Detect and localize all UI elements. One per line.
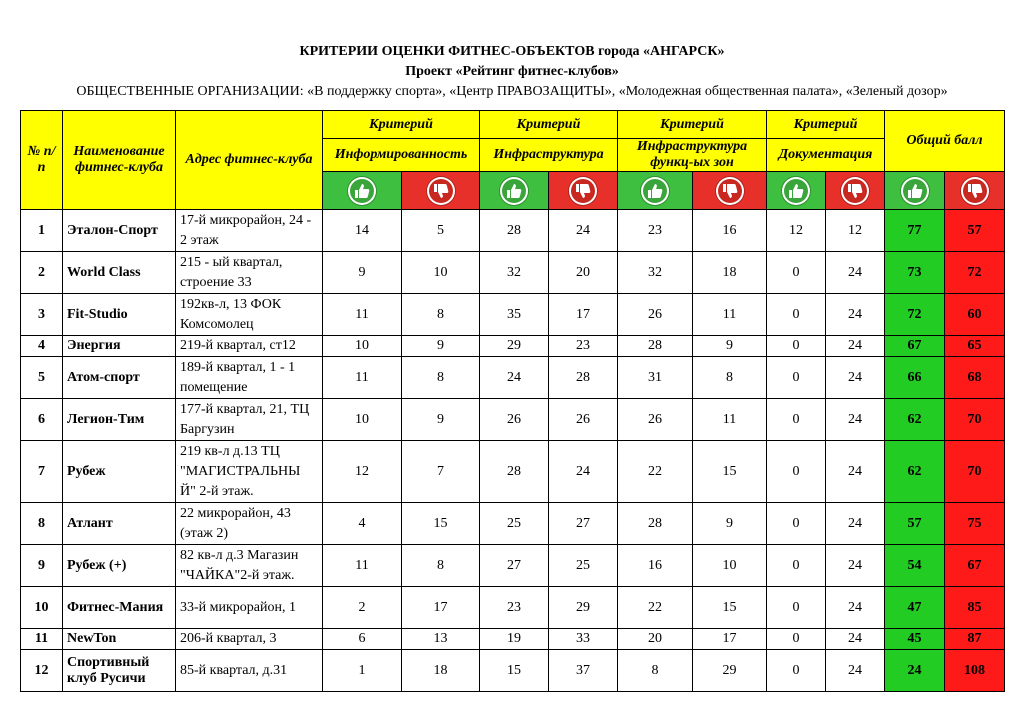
club-name: Фитнес-Мания: [63, 587, 176, 629]
table-row: [21, 294, 1005, 336]
score-negative: 24: [826, 587, 885, 629]
score-negative: 7: [402, 441, 480, 503]
thumbs-up-icon: [901, 177, 929, 205]
score-positive: 0: [767, 503, 826, 545]
club-name: Рубеж: [63, 441, 176, 503]
score-negative: 24: [826, 650, 885, 692]
total-positive: 62: [885, 441, 945, 503]
score-negative: 18: [402, 650, 480, 692]
header-criterion-name-1: Информированность: [323, 139, 480, 172]
total-positive: 47: [885, 587, 945, 629]
score-negative: 11: [693, 294, 767, 336]
total-positive: 24: [885, 650, 945, 692]
header-address: Адрес фитнес-клуба: [176, 111, 323, 210]
header-num: № п/п: [21, 111, 63, 210]
score-positive: 22: [618, 587, 693, 629]
score-negative: 15: [693, 441, 767, 503]
score-negative: 9: [402, 399, 480, 441]
score-negative: 12: [826, 210, 885, 252]
total-negative: 70: [945, 399, 1005, 441]
score-positive: 6: [323, 629, 402, 650]
score-positive: 8: [618, 650, 693, 692]
score-negative: 18: [693, 252, 767, 294]
score-negative: 10: [693, 545, 767, 587]
score-positive: 0: [767, 587, 826, 629]
club-name: Спортивный клуб Русичи: [63, 650, 176, 692]
score-positive: 26: [618, 399, 693, 441]
club-address: 17-й микрорайон, 24 - 2 этаж: [176, 210, 323, 252]
score-negative: 16: [693, 210, 767, 252]
score-positive: 14: [323, 210, 402, 252]
total-positive: 67: [885, 336, 945, 357]
thumbs-down-icon: [716, 177, 744, 205]
score-positive: 23: [618, 210, 693, 252]
total-positive: 54: [885, 545, 945, 587]
club-name: World Class: [63, 252, 176, 294]
table-row: [21, 210, 1005, 252]
score-positive: 28: [618, 503, 693, 545]
score-positive: 22: [618, 441, 693, 503]
rating-rows: [21, 210, 1005, 692]
score-negative: 11: [693, 399, 767, 441]
total-positive: 72: [885, 294, 945, 336]
score-positive: 32: [618, 252, 693, 294]
score-negative: 5: [402, 210, 480, 252]
thumbs-up-cell: [323, 172, 402, 210]
header-criterion-name-3: Инфраструктура функц-ых зон: [618, 139, 767, 172]
score-negative: 9: [402, 336, 480, 357]
score-negative: 15: [402, 503, 480, 545]
table-row: [21, 357, 1005, 399]
score-positive: 2: [323, 587, 402, 629]
thumbs-up-icon: [782, 177, 810, 205]
total-negative: 75: [945, 503, 1005, 545]
club-name: Энергия: [63, 336, 176, 357]
score-positive: 32: [480, 252, 549, 294]
club-name: NewTon: [63, 629, 176, 650]
thumbs-down-icon: [569, 177, 597, 205]
score-negative: 17: [693, 629, 767, 650]
club-address: 33-й микрорайон, 1: [176, 587, 323, 629]
club-address: 192кв-л, 13 ФОК Комсомолец: [176, 294, 323, 336]
score-negative: 17: [549, 294, 618, 336]
total-negative: 68: [945, 357, 1005, 399]
score-positive: 11: [323, 294, 402, 336]
table-row: [21, 650, 1005, 692]
score-positive: 20: [618, 629, 693, 650]
score-negative: 10: [402, 252, 480, 294]
club-address: 82 кв-л д.3 Магазин "ЧАЙКА"2-й этаж.: [176, 545, 323, 587]
score-negative: 24: [549, 441, 618, 503]
score-negative: 26: [549, 399, 618, 441]
header-name: Наименование фитнес-клуба: [63, 111, 176, 210]
score-negative: 24: [826, 503, 885, 545]
total-negative: 57: [945, 210, 1005, 252]
club-address: 177-й квартал, 21, ТЦ Баргузин: [176, 399, 323, 441]
thumbs-down-cell: [402, 172, 480, 210]
row-number: 2: [21, 252, 63, 294]
score-positive: 0: [767, 336, 826, 357]
score-negative: 25: [549, 545, 618, 587]
table-row: [21, 252, 1005, 294]
score-positive: 28: [618, 336, 693, 357]
project-title: Проект «Рейтинг фитнес-клубов»: [405, 64, 619, 79]
row-number: 5: [21, 357, 63, 399]
score-negative: 37: [549, 650, 618, 692]
score-positive: 0: [767, 545, 826, 587]
score-positive: 24: [480, 357, 549, 399]
table-row: [21, 441, 1005, 503]
club-address: 85-й квартал, д.31: [176, 650, 323, 692]
header-criterion-1: Критерий: [323, 111, 480, 139]
total-negative: 87: [945, 629, 1005, 650]
table-row: [21, 399, 1005, 441]
score-negative: 17: [402, 587, 480, 629]
score-negative: 13: [402, 629, 480, 650]
score-negative: 9: [693, 503, 767, 545]
total-positive: 45: [885, 629, 945, 650]
score-positive: 12: [767, 210, 826, 252]
score-positive: 23: [480, 587, 549, 629]
row-number: 10: [21, 587, 63, 629]
row-number: 4: [21, 336, 63, 357]
score-positive: 0: [767, 294, 826, 336]
row-number: 1: [21, 210, 63, 252]
club-name: Легион-Тим: [63, 399, 176, 441]
score-positive: 0: [767, 629, 826, 650]
score-positive: 31: [618, 357, 693, 399]
club-name: Атом-спорт: [63, 357, 176, 399]
club-name: Fit-Studio: [63, 294, 176, 336]
score-negative: 8: [402, 294, 480, 336]
total-positive: 66: [885, 357, 945, 399]
score-negative: 24: [826, 336, 885, 357]
score-positive: 0: [767, 357, 826, 399]
total-negative: 70: [945, 441, 1005, 503]
score-positive: 15: [480, 650, 549, 692]
score-positive: 26: [480, 399, 549, 441]
score-negative: 9: [693, 336, 767, 357]
table-row: [21, 545, 1005, 587]
thumbs-up-cell: [480, 172, 549, 210]
score-negative: 8: [402, 357, 480, 399]
header-criterion-3: Критерий: [618, 111, 767, 139]
score-positive: 26: [618, 294, 693, 336]
score-negative: 29: [693, 650, 767, 692]
thumbs-down-icon: [427, 177, 455, 205]
row-number: 12: [21, 650, 63, 692]
header-criterion-name-2: Инфраструктура: [480, 139, 618, 172]
thumbs-down-cell: [693, 172, 767, 210]
score-positive: 0: [767, 441, 826, 503]
score-positive: 4: [323, 503, 402, 545]
score-positive: 35: [480, 294, 549, 336]
table-row: [21, 336, 1005, 357]
score-negative: 24: [826, 545, 885, 587]
thumbs-up-cell: [767, 172, 826, 210]
score-positive: 0: [767, 252, 826, 294]
header-total: Общий балл: [885, 111, 1005, 172]
score-positive: 19: [480, 629, 549, 650]
thumbs-down-cell: [826, 172, 885, 210]
score-negative: 27: [549, 503, 618, 545]
score-positive: 11: [323, 545, 402, 587]
club-address: 219-й квартал, ст12: [176, 336, 323, 357]
thumbs-down-icon: [841, 177, 869, 205]
score-negative: 24: [826, 357, 885, 399]
table-row: [21, 629, 1005, 650]
header-criterion-4: Критерий: [767, 111, 885, 139]
row-number: 8: [21, 503, 63, 545]
club-address: 206-й квартал, 3: [176, 629, 323, 650]
score-positive: 29: [480, 336, 549, 357]
club-address: 219 кв-л д.13 ТЦ "МАГИСТРАЛЬНЫ Й" 2-й этаж.: [176, 441, 323, 503]
total-negative: 108: [945, 650, 1005, 692]
score-positive: 28: [480, 441, 549, 503]
score-negative: 24: [826, 399, 885, 441]
table-row: [21, 587, 1005, 629]
score-positive: 0: [767, 650, 826, 692]
total-positive: 62: [885, 399, 945, 441]
row-number: 3: [21, 294, 63, 336]
score-negative: 8: [402, 545, 480, 587]
score-negative: 8: [693, 357, 767, 399]
score-negative: 28: [549, 357, 618, 399]
club-address: 215 - ый квартал, строение 33: [176, 252, 323, 294]
score-negative: 24: [826, 252, 885, 294]
row-number: 9: [21, 545, 63, 587]
total-negative: 85: [945, 587, 1005, 629]
row-number: 6: [21, 399, 63, 441]
thumbs-up-icon: [641, 177, 669, 205]
score-positive: 16: [618, 545, 693, 587]
score-negative: 24: [826, 629, 885, 650]
club-address: 189-й квартал, 1 - 1 помещение: [176, 357, 323, 399]
club-name: Рубеж (+): [63, 545, 176, 587]
thumbs-down-cell: [945, 172, 1005, 210]
score-positive: 9: [323, 252, 402, 294]
total-positive: 73: [885, 252, 945, 294]
rating-table: [20, 110, 1005, 692]
score-negative: 29: [549, 587, 618, 629]
thumbs-down-icon: [961, 177, 989, 205]
thumbs-up-cell: [885, 172, 945, 210]
score-positive: 12: [323, 441, 402, 503]
score-positive: 27: [480, 545, 549, 587]
total-positive: 57: [885, 503, 945, 545]
score-positive: 10: [323, 336, 402, 357]
document-title: КРИТЕРИИ ОЦЕНКИ ФИТНЕС-ОБЪЕКТОВ города «АНГАРСК»: [299, 44, 725, 59]
thumbs-up-cell: [618, 172, 693, 210]
score-negative: 24: [826, 441, 885, 503]
score-positive: 25: [480, 503, 549, 545]
score-negative: 24: [549, 210, 618, 252]
score-positive: 10: [323, 399, 402, 441]
thumbs-up-icon: [500, 177, 528, 205]
score-positive: 1: [323, 650, 402, 692]
score-positive: 0: [767, 399, 826, 441]
score-negative: 20: [549, 252, 618, 294]
row-number: 11: [21, 629, 63, 650]
club-name: Эталон-Спорт: [63, 210, 176, 252]
total-negative: 72: [945, 252, 1005, 294]
score-negative: 24: [826, 294, 885, 336]
thumbs-up-icon: [348, 177, 376, 205]
table-row: [21, 503, 1005, 545]
thumbs-down-cell: [549, 172, 618, 210]
total-negative: 67: [945, 545, 1005, 587]
total-negative: 65: [945, 336, 1005, 357]
header-criterion-name-4: Документация: [767, 139, 885, 172]
row-number: 7: [21, 441, 63, 503]
club-address: 22 микрорайон, 43 (этаж 2): [176, 503, 323, 545]
total-positive: 77: [885, 210, 945, 252]
organizations-line: ОБЩЕСТВЕННЫЕ ОРГАНИЗАЦИИ: «В поддержку спорта», «Центр ПРАВОЗАЩИТЫ», «Молодежная общественная палата», «Зеленый дозор»: [76, 84, 948, 99]
score-positive: 11: [323, 357, 402, 399]
score-negative: 33: [549, 629, 618, 650]
club-name: Атлант: [63, 503, 176, 545]
score-positive: 28: [480, 210, 549, 252]
total-negative: 60: [945, 294, 1005, 336]
score-negative: 15: [693, 587, 767, 629]
score-negative: 23: [549, 336, 618, 357]
header-criterion-2: Критерий: [480, 111, 618, 139]
